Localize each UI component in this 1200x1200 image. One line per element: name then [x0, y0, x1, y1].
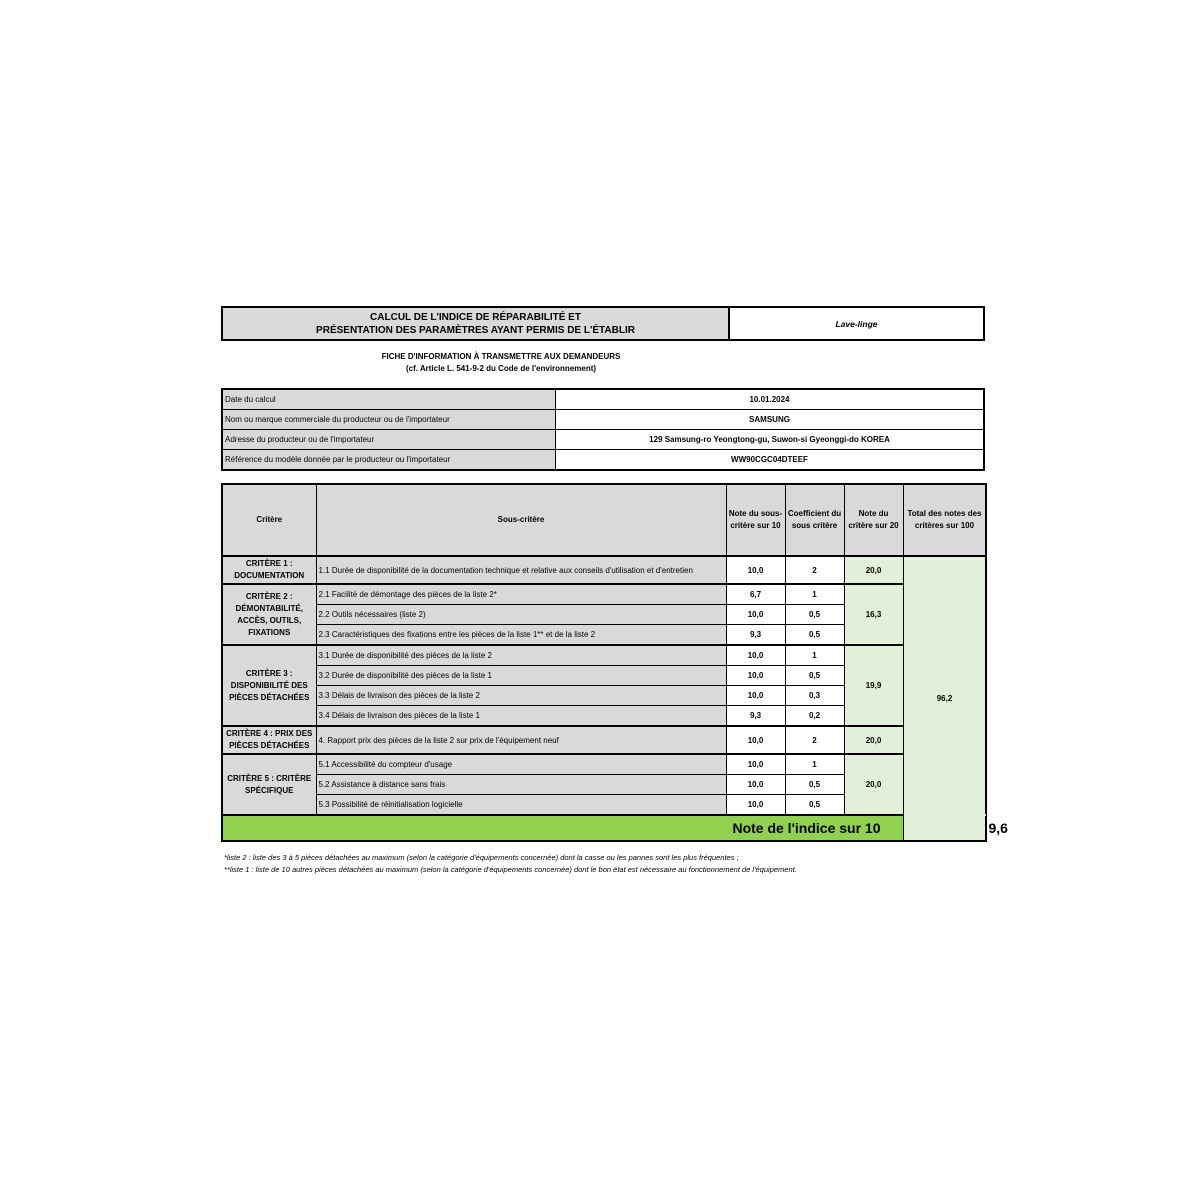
info-label: Adresse du producteur ou de l'importateur — [222, 430, 556, 450]
subcriterion-label: 2.2 Outils nécessaires (liste 2) — [316, 605, 726, 625]
subcriterion-note: 10,0 — [726, 775, 785, 795]
subcriterion-note: 9,3 — [726, 625, 785, 646]
info-value: 10.01.2024 — [556, 389, 985, 410]
subcriterion-note: 10,0 — [726, 605, 785, 625]
subcriterion-note: 10,0 — [726, 666, 785, 686]
subcriterion-coef: 1 — [785, 584, 844, 605]
info-label: Nom ou marque commerciale du producteur ou de l'importateur — [222, 410, 556, 430]
criterion-1-name: CRITÈRE 1 : DOCUMENTATION — [222, 556, 316, 584]
table-row — [222, 584, 986, 605]
table-row — [222, 754, 986, 775]
total-100: 96,2 — [903, 556, 986, 841]
subcriterion-coef: 0,5 — [785, 775, 844, 795]
subcriterion-note: 10,0 — [726, 645, 785, 666]
info-value: SAMSUNG — [556, 410, 985, 430]
table-row — [222, 556, 986, 584]
subcriterion-coef: 0,5 — [785, 666, 844, 686]
info-row-brand — [222, 410, 984, 430]
fiche-line1: FICHE D'INFORMATION À TRANSMETTRE AUX DEMANDEURS — [381, 352, 621, 361]
table-row — [222, 645, 986, 666]
criterion-2-name: CRITÈRE 2 : DÉMONTABILITÉ, ACCÈS, OUTILS, FIXATIONS — [222, 584, 316, 645]
subcriterion-coef: 0,3 — [785, 686, 844, 706]
subcriterion-label: 3.3 Délais de livraison des pièces de la liste 2 — [316, 686, 726, 706]
header-title — [223, 308, 730, 339]
col-header-sous-critere: Sous-critère — [316, 484, 726, 556]
subcriterion-label: 5.3 Possibilité de réinitialisation logicielle — [316, 795, 726, 816]
subcriterion-note: 9,3 — [726, 706, 785, 727]
subcriterion-coef: 0,5 — [785, 605, 844, 625]
subcriterion-label: 3.2 Durée de disponibilité des pièces de la liste 1 — [316, 666, 726, 686]
subcriterion-label: 2.1 Facilité de démontage des pièces de la liste 2* — [316, 584, 726, 605]
subcriterion-coef: 0,2 — [785, 706, 844, 727]
subcriterion-note: 6,7 — [726, 584, 785, 605]
info-row-date — [222, 389, 984, 410]
subcriterion-note: 10,0 — [726, 726, 785, 754]
fiche-subtitle — [221, 351, 781, 375]
subcriterion-coef: 2 — [785, 726, 844, 754]
footnote-1: *liste 2 : liste des 3 à 5 pièces détachées au maximum (selon la catégorie d'équipements concernée) dont la casse ou les pannes sont les plus fréquentes ; — [224, 853, 739, 862]
criterion-3-score: 19,9 — [844, 645, 903, 726]
col-header-note-sous: Note du sous-critère sur 10 — [726, 484, 785, 556]
criterion-5-name: CRITÈRE 5 : CRITÈRE SPÉCIFIQUE — [222, 754, 316, 815]
index-label: Note de l'indice sur 10 — [222, 815, 903, 841]
subcriterion-coef: 1 — [785, 754, 844, 775]
table-row — [222, 726, 986, 754]
info-label: Référence du modèle donnée par le producteur ou l'importateur — [222, 450, 556, 471]
subcriterion-label: 5.1 Accessibilité du compteur d'usage — [316, 754, 726, 775]
product-type: Lave-linge — [835, 318, 878, 329]
document-header — [221, 306, 985, 341]
criterion-4-score: 20,0 — [844, 726, 903, 754]
col-header-total: Total des notes des critères sur 100 — [903, 484, 986, 556]
subcriterion-label: 3.4 Délais de livraison des pièces de la liste 1 — [316, 706, 726, 727]
subcriterion-note: 10,0 — [726, 795, 785, 816]
subcriterion-label: 5.2 Assistance à distance sans frais — [316, 775, 726, 795]
subcriterion-note: 10,0 — [726, 754, 785, 775]
subcriterion-label: 4. Rapport prix des pièces de la liste 2 sur prix de l'équipement neuf — [316, 726, 726, 754]
col-header-coef: Coefficient du sous critère — [785, 484, 844, 556]
header-title-line1: CALCUL DE L'INDICE DE RÉPARABILITÉ ET — [370, 311, 581, 323]
subcriterion-coef: 1 — [785, 645, 844, 666]
info-label: Date du calcul — [222, 389, 556, 410]
subcriterion-coef: 2 — [785, 556, 844, 584]
table-header-row — [222, 484, 986, 556]
subcriterion-label: 1.1 Durée de disponibilité de la documentation technique et relative aux conseils d'utilisation et d'entretien — [316, 556, 726, 584]
info-table — [221, 388, 985, 471]
fiche-line2: (cf. Article L. 541-9-2 du Code de l'environnement) — [405, 364, 597, 373]
subcriterion-note: 10,0 — [726, 556, 785, 584]
info-row-address — [222, 430, 984, 450]
col-header-critere: Critère — [222, 484, 316, 556]
subcriterion-label: 3.1 Durée de disponibilité des pièces de la liste 2 — [316, 645, 726, 666]
subcriterion-coef: 0,5 — [785, 625, 844, 646]
index-row: Note de l'indice sur 10 9,6 — [222, 815, 986, 841]
footnotes — [224, 852, 984, 876]
info-value: WW90CGC04DTEEF — [556, 450, 985, 471]
criterion-4-name: CRITÈRE 4 : PRIX DES PIÈCES DÉTACHÉES — [222, 726, 316, 754]
criterion-3-name: CRITÈRE 3 : DISPONIBILITÉ DES PIÈCES DÉTACHÉES — [222, 645, 316, 726]
col-header-note-critere: Note du critère sur 20 — [844, 484, 903, 556]
criterion-5-score: 20,0 — [844, 754, 903, 815]
criterion-1-score: 20,0 — [844, 556, 903, 584]
header-title-line2: PRÉSENTATION DES PARAMÈTRES AYANT PERMIS DE L'ÉTABLIR — [316, 324, 635, 336]
criterion-2-score: 16,3 — [844, 584, 903, 645]
subcriterion-coef: 0,5 — [785, 795, 844, 816]
subcriterion-note: 10,0 — [726, 686, 785, 706]
subcriterion-label: 2.3 Caractéristiques des fixations entre les pièces de la liste 1** et de la liste 2 — [316, 625, 726, 646]
footnote-2: **liste 1 : liste de 10 autres pièces détachées au maximum (selon la catégorie d'équipements concernée) dont le bon état est nécessaire au fonctionnement de l'équipement. — [224, 865, 797, 874]
score-table — [221, 483, 1008, 842]
info-row-model — [222, 450, 984, 471]
info-value: 129 Samsung-ro Yeongtong-gu, Suwon-si Gyeonggi-do KOREA — [556, 430, 985, 450]
